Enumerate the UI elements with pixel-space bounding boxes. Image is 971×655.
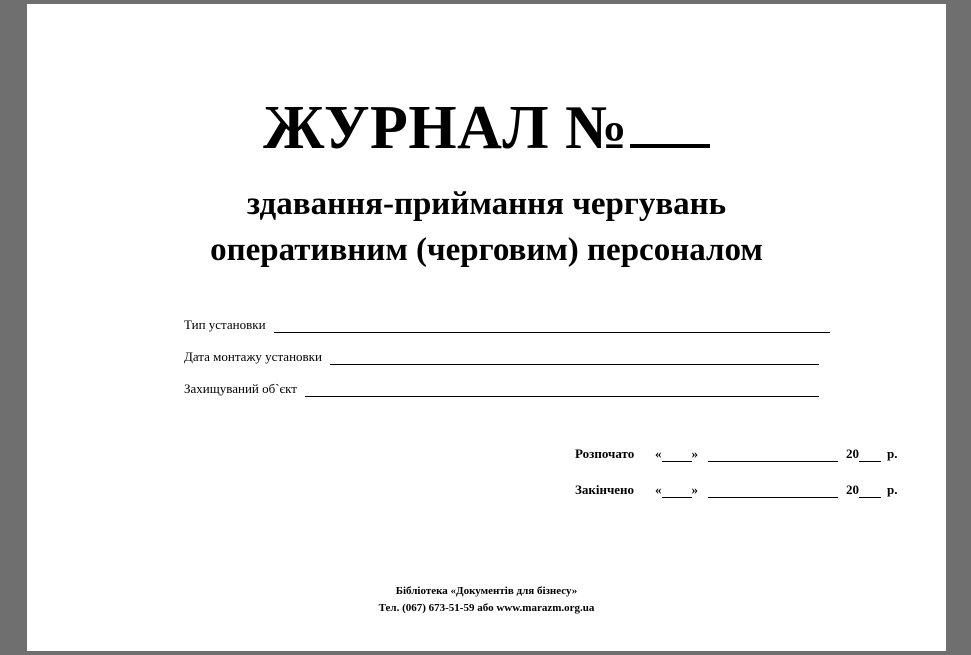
finished-date-row (575, 482, 897, 498)
finished-month-blank (708, 485, 838, 498)
install-type-blank (274, 320, 830, 333)
journal-subtitle-line-2: оперативним (черговим) персоналом (210, 232, 763, 268)
open-quote: « (655, 482, 662, 497)
finished-label: Закінчено (575, 482, 635, 497)
started-year-prefix: 20 (846, 446, 859, 461)
protected-object-blank (305, 384, 819, 397)
started-label: Розпочато (575, 446, 635, 461)
footer-library: Бібліотека «Документів для бізнесу» (395, 585, 578, 597)
mount-date-field (184, 349, 819, 365)
open-quote: « (655, 446, 662, 461)
started-date-row (575, 446, 897, 462)
started-month-blank (708, 449, 838, 462)
journal-subtitle-line-1: здавання-приймання чергувань (246, 186, 727, 222)
install-type-field (184, 317, 830, 333)
finished-year-prefix: 20 (846, 482, 859, 497)
journal-number-blank (630, 92, 710, 148)
journal-title-text: ЖУРНАЛ № (263, 94, 628, 162)
mount-date-label: Дата монтажу установки (184, 349, 322, 364)
finished-day-blank (662, 485, 692, 498)
protected-object-label: Захищуваний об`єкт (184, 381, 297, 396)
finished-year-blank (859, 485, 881, 498)
close-quote: » (691, 482, 698, 497)
finished-year-suffix: р. (887, 482, 898, 497)
started-year-blank (859, 449, 881, 462)
protected-object-field (184, 381, 819, 397)
document-page (27, 4, 946, 651)
install-type-label: Тип установки (184, 317, 266, 332)
mount-date-blank (330, 352, 819, 365)
started-day-blank (662, 449, 692, 462)
footer-contacts: Тел. (067) 673-51-59 або www.marazm.org.ua (378, 602, 595, 614)
close-quote: » (691, 446, 698, 461)
started-year-suffix: р. (887, 446, 898, 461)
journal-title (27, 92, 946, 164)
